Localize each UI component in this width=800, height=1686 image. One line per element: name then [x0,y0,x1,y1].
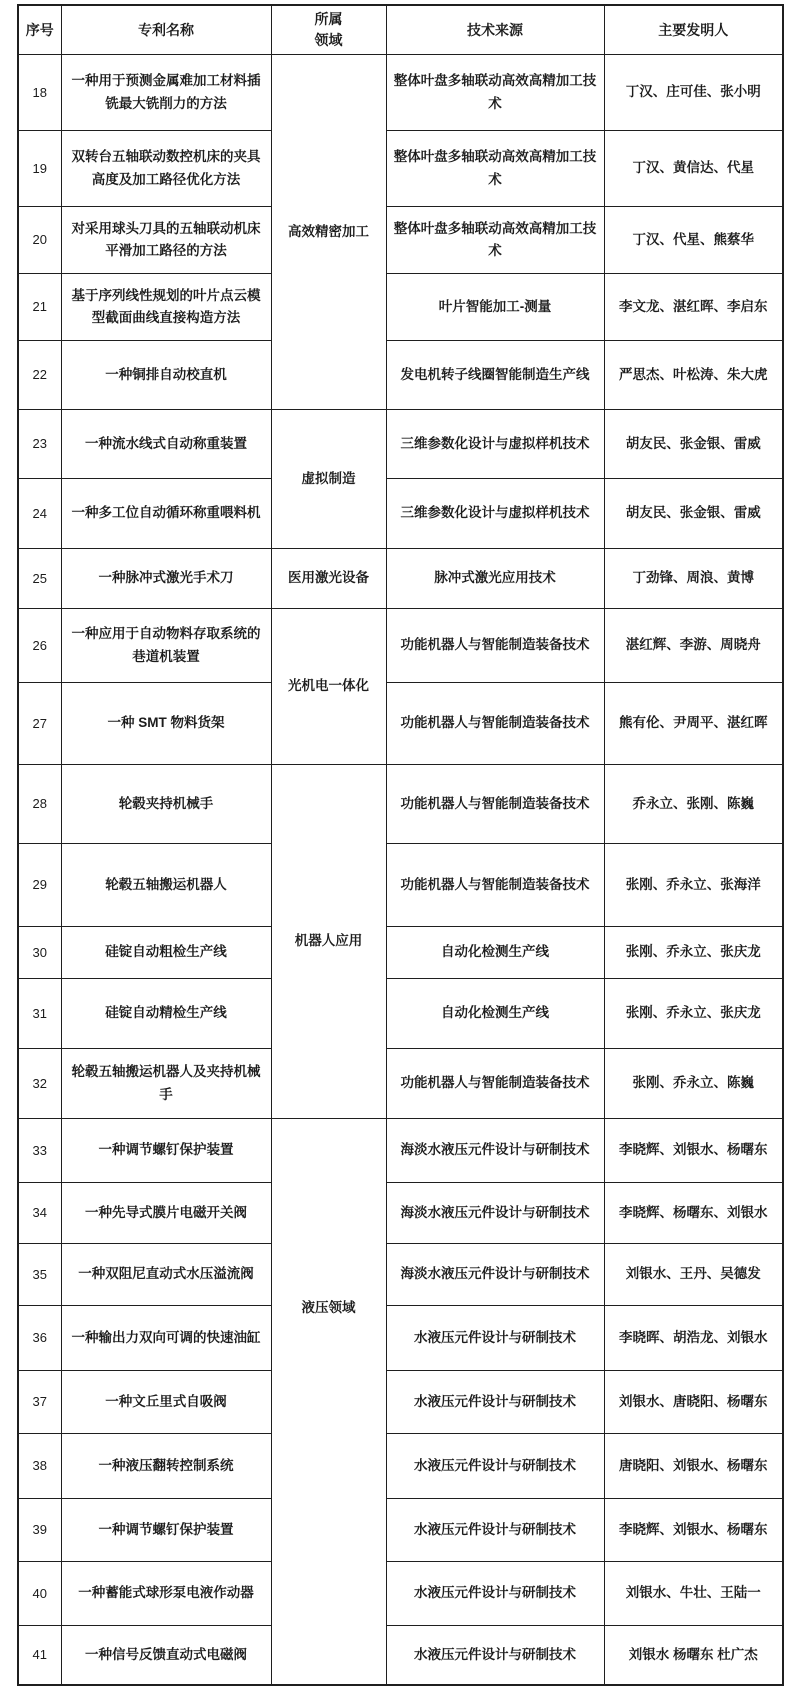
patent-table-body [18,55,783,1685]
inventors: 李晓辉、刘银水、杨曙东 [604,1499,783,1562]
table-row [18,683,783,765]
col-header-no: 序号 [18,5,61,55]
inventors: 刘银水、唐晓阳、杨曙东 [604,1371,783,1434]
inventors: 乔永立、张刚、陈巍 [604,765,783,844]
table-row [18,1434,783,1499]
patent-name: 一种输出力双向可调的快速油缸 [61,1306,271,1371]
tech-source: 水液压元件设计与研制技术 [386,1434,604,1499]
table-row [18,1562,783,1626]
field-category: 高效精密加工 [271,55,386,410]
patent-name: 一种文丘里式自吸阀 [61,1371,271,1434]
row-number: 41 [18,1626,61,1685]
inventors: 丁汉、庄可佳、张小明 [604,55,783,131]
row-number: 30 [18,927,61,979]
table-row [18,1183,783,1244]
patent-name: 对采用球头刀具的五轴联动机床平滑加工路径的方法 [61,207,271,274]
patent-name: 双转台五轴联动数控机床的夹具高度及加工路径优化方法 [61,131,271,207]
row-number: 24 [18,479,61,549]
inventors: 熊有伦、尹周平、湛红晖 [604,683,783,765]
row-number: 40 [18,1562,61,1626]
inventors: 张刚、乔永立、陈巍 [604,1049,783,1119]
patent-name: 硅锭自动粗检生产线 [61,927,271,979]
row-number: 28 [18,765,61,844]
patent-name: 一种信号反馈直动式电磁阀 [61,1626,271,1685]
inventors: 李晓辉、刘银水、杨曙东 [604,1119,783,1183]
table-row [18,927,783,979]
patent-name: 一种调节螺钉保护装置 [61,1499,271,1562]
tech-source: 功能机器人与智能制造装备技术 [386,609,604,683]
patent-name: 轮毂五轴搬运机器人及夹持机械手 [61,1049,271,1119]
table-row [18,979,783,1049]
table-row [18,549,783,609]
patent-name: 一种先导式膜片电磁开关阀 [61,1183,271,1244]
table-row [18,479,783,549]
patent-table [17,4,784,1686]
field-category: 光机电一体化 [271,609,386,765]
tech-source: 功能机器人与智能制造装备技术 [386,765,604,844]
row-number: 19 [18,131,61,207]
tech-source: 发电机转子线圈智能制造生产线 [386,341,604,410]
patent-name: 基于序列线性规划的叶片点云模型截面曲线直接构造方法 [61,274,271,341]
patent-name: 一种脉冲式激光手术刀 [61,549,271,609]
tech-source: 功能机器人与智能制造装备技术 [386,1049,604,1119]
table-row [18,207,783,274]
table-row [18,609,783,683]
table-row [18,765,783,844]
tech-source: 整体叶盘多轴联动高效高精加工技术 [386,207,604,274]
tech-source: 自动化检测生产线 [386,979,604,1049]
col-header-field [271,5,386,55]
patent-name: 一种应用于自动物料存取系统的巷道机装置 [61,609,271,683]
tech-source: 三维参数化设计与虚拟样机技术 [386,479,604,549]
tech-source: 水液压元件设计与研制技术 [386,1562,604,1626]
row-number: 34 [18,1183,61,1244]
row-number: 23 [18,410,61,479]
inventors: 李晓辉、杨曙东、刘银水 [604,1183,783,1244]
table-row [18,131,783,207]
inventors: 李晓晖、胡浩龙、刘银水 [604,1306,783,1371]
tech-source: 功能机器人与智能制造装备技术 [386,683,604,765]
inventors: 张刚、乔永立、张庆龙 [604,927,783,979]
tech-source: 水液压元件设计与研制技术 [386,1626,604,1685]
table-row [18,1119,783,1183]
inventors: 丁汉、代星、熊蔡华 [604,207,783,274]
col-header-patent-name: 专利名称 [61,5,271,55]
tech-source: 水液压元件设计与研制技术 [386,1306,604,1371]
inventors: 胡友民、张金银、雷威 [604,410,783,479]
table-row [18,410,783,479]
row-number: 39 [18,1499,61,1562]
row-number: 36 [18,1306,61,1371]
row-number: 25 [18,549,61,609]
col-header-field-label: 所属领域 [314,11,343,48]
patent-name: 一种流水线式自动称重装置 [61,410,271,479]
patent-name: 一种蓄能式球形泵电液作动器 [61,1562,271,1626]
inventors: 胡友民、张金银、雷威 [604,479,783,549]
inventors: 张刚、乔永立、张海洋 [604,844,783,927]
inventors: 刘银水、牛壮、王陆一 [604,1562,783,1626]
tech-source: 海淡水液压元件设计与研制技术 [386,1244,604,1306]
row-number: 20 [18,207,61,274]
col-header-inventors: 主要发明人 [604,5,783,55]
field-category: 液压领域 [271,1119,386,1685]
patent-name: 轮毂夹持机械手 [61,765,271,844]
tech-source: 水液压元件设计与研制技术 [386,1499,604,1562]
patent-name: 一种用于预测金属难加工材料插铣最大铣削力的方法 [61,55,271,131]
inventors: 湛红辉、李游、周晓舟 [604,609,783,683]
row-number: 21 [18,274,61,341]
inventors: 严思杰、叶松涛、朱大虎 [604,341,783,410]
inventors: 丁汉、黄信达、代星 [604,131,783,207]
patent-name: 一种液压翻转控制系统 [61,1434,271,1499]
inventors: 唐晓阳、刘银水、杨曙东 [604,1434,783,1499]
tech-source: 海淡水液压元件设计与研制技术 [386,1183,604,1244]
inventors: 刘银水、王丹、吴德发 [604,1244,783,1306]
field-category: 医用激光设备 [271,549,386,609]
field-category: 机器人应用 [271,765,386,1119]
patent-name: 硅锭自动精检生产线 [61,979,271,1049]
row-number: 29 [18,844,61,927]
tech-source: 叶片智能加工-测量 [386,274,604,341]
tech-source: 海淡水液压元件设计与研制技术 [386,1119,604,1183]
row-number: 32 [18,1049,61,1119]
table-header-row [18,5,783,55]
row-number: 22 [18,341,61,410]
inventors: 丁劲锋、周浪、黄博 [604,549,783,609]
table-row [18,55,783,131]
row-number: 33 [18,1119,61,1183]
tech-source: 脉冲式激光应用技术 [386,549,604,609]
table-row [18,341,783,410]
inventors: 张刚、乔永立、张庆龙 [604,979,783,1049]
col-header-tech-source: 技术来源 [386,5,604,55]
patent-name: 轮毂五轴搬运机器人 [61,844,271,927]
row-number: 35 [18,1244,61,1306]
inventors: 刘银水 杨曙东 杜广杰 [604,1626,783,1685]
table-row [18,1049,783,1119]
tech-source: 水液压元件设计与研制技术 [386,1371,604,1434]
tech-source: 功能机器人与智能制造装备技术 [386,844,604,927]
inventors: 李文龙、湛红晖、李启东 [604,274,783,341]
tech-source: 三维参数化设计与虚拟样机技术 [386,410,604,479]
patent-name: 一种多工位自动循环称重喂料机 [61,479,271,549]
table-row [18,1371,783,1434]
table-row [18,274,783,341]
table-row [18,1499,783,1562]
row-number: 31 [18,979,61,1049]
row-number: 26 [18,609,61,683]
tech-source: 自动化检测生产线 [386,927,604,979]
row-number: 18 [18,55,61,131]
tech-source: 整体叶盘多轴联动高效高精加工技术 [386,131,604,207]
table-row [18,1626,783,1685]
table-row [18,1306,783,1371]
row-number: 27 [18,683,61,765]
tech-source: 整体叶盘多轴联动高效高精加工技术 [386,55,604,131]
row-number: 37 [18,1371,61,1434]
patent-name: 一种双阻尼直动式水压溢流阀 [61,1244,271,1306]
table-row [18,844,783,927]
table-row [18,1244,783,1306]
row-number: 38 [18,1434,61,1499]
patent-name: 一种调节螺钉保护装置 [61,1119,271,1183]
patent-name: 一种 SMT 物料货架 [61,683,271,765]
patent-name: 一种铜排自动校直机 [61,341,271,410]
field-category: 虚拟制造 [271,410,386,549]
